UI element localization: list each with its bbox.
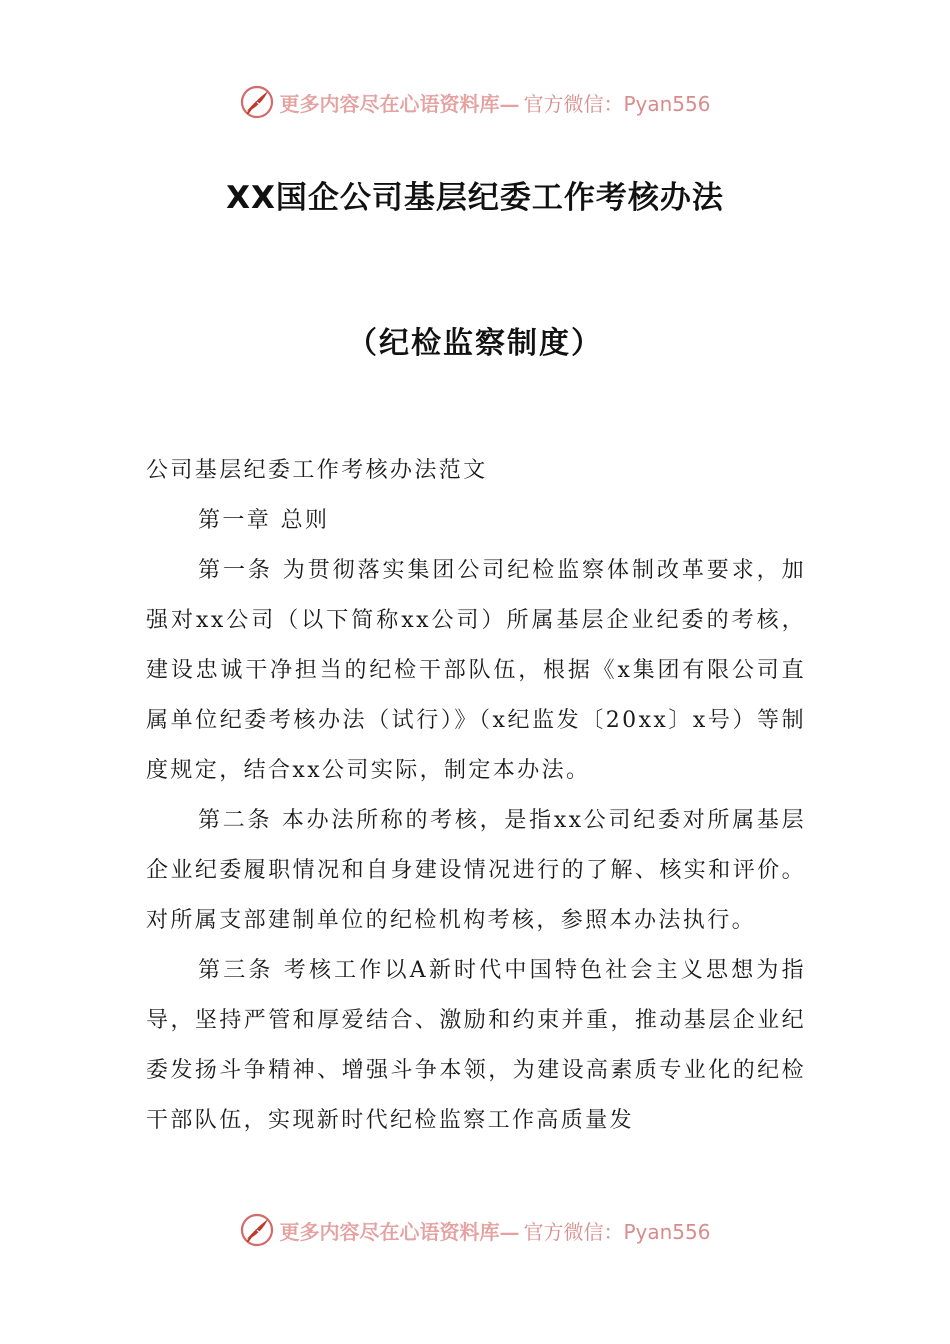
watermark-wechat-text: 官方微信：Pyan556 [523, 1219, 711, 1244]
quill-logo-icon [239, 84, 275, 120]
document-subtitle: （纪检监察制度） [347, 326, 603, 361]
watermark-banner-top [0, 82, 950, 122]
watermark-wechat-text: 官方微信：Pyan556 [523, 91, 711, 116]
article-paragraph: 第一条 为贯彻落实集团公司纪检监察体制改革要求，加强对xx公司（以下简称xx公司）所属基层企业纪委的考核，建设忠诚干净担当的纪检干部队伍，根据《x集团有限公司直属单位纪委考核办法（试行）》（x纪监发〔20xx〕x号）等制度规定，结合xx公司实际，制定本办法。 [146, 558, 806, 783]
document-body [146, 446, 806, 1146]
document-title: XX国企公司基层纪委工作考核办法 [226, 180, 724, 216]
article-paragraph: 第二条 本办法所称的考核，是指xx公司纪委对所属基层企业纪委履职情况和自身建设情况进行的了解、核实和评价。对所属支部建制单位的纪检机构考核，参照本办法执行。 [146, 808, 806, 933]
intro-heading: 公司基层纪委工作考核办法范文 [146, 458, 488, 483]
watermark-main-text: 更多内容尽在心语资料库— [279, 1219, 520, 1244]
article-paragraph: 第三条 考核工作以A新时代中国特色社会主义思想为指导，坚持严管和厚爱结合、激励和约束并重，推动基层企业纪委发扬斗争精神、增强斗争本领，为建设高素质专业化的纪检干部队伍，实现新时代纪检监察工作高质量发 [146, 958, 806, 1133]
quill-logo-icon [239, 1212, 275, 1248]
watermark-main-text: 更多内容尽在心语资料库— [279, 91, 520, 116]
watermark-banner-bottom [0, 1210, 950, 1250]
chapter-heading: 第一章 总则 [198, 508, 330, 533]
